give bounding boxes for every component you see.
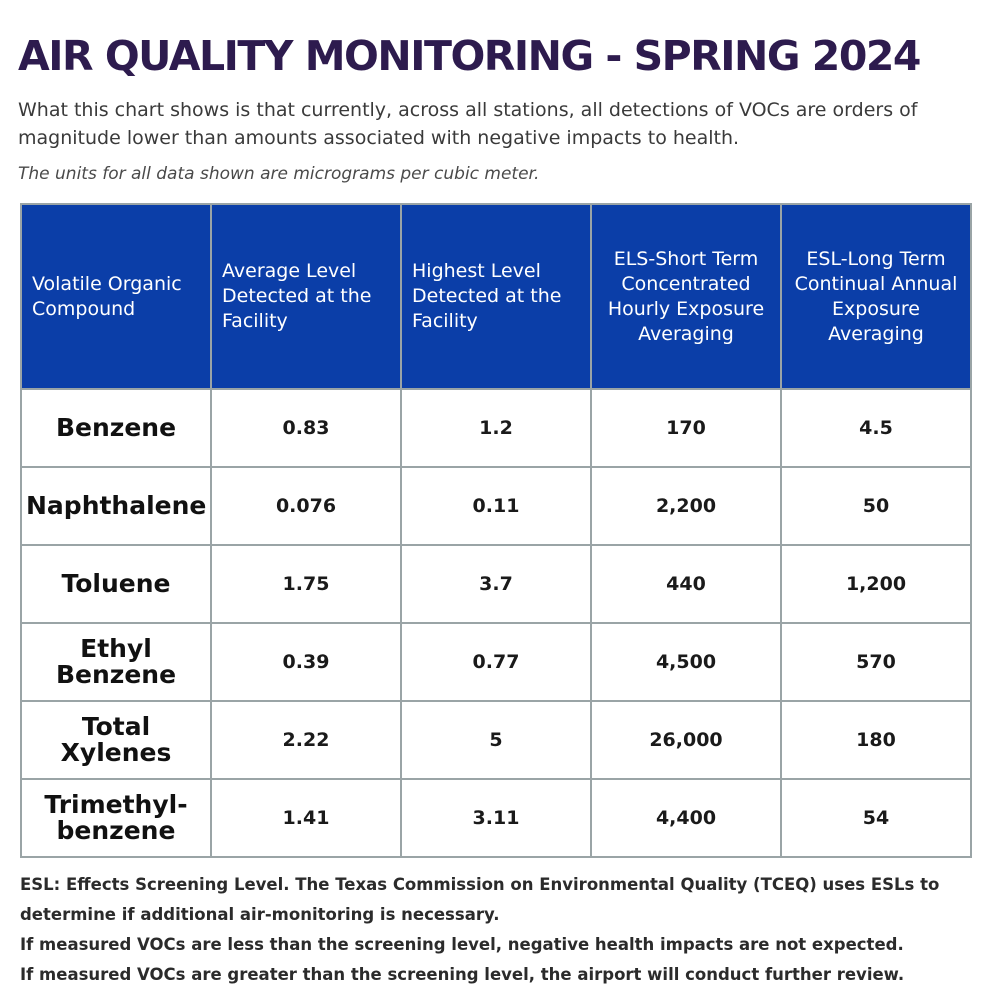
- short-term-esl: 26,000: [591, 701, 781, 779]
- average-level: 1.41: [211, 779, 401, 857]
- table-row: [21, 701, 971, 779]
- short-term-esl: 4,500: [591, 623, 781, 701]
- short-term-esl: 440: [591, 545, 781, 623]
- table-row: [21, 779, 971, 857]
- compound-name: Ethyl Benzene: [21, 623, 211, 701]
- compound-name: Benzene: [21, 389, 211, 467]
- average-level: 0.83: [211, 389, 401, 467]
- compound-name: Naphthalene: [21, 467, 211, 545]
- page-subtitle: What this chart shows is that currently, across all stations, all detections of VOCs are orders of magnitude lower than amounts associated with negative impacts to health.: [18, 99, 918, 149]
- average-level: 0.39: [211, 623, 401, 701]
- short-term-esl: 4,400: [591, 779, 781, 857]
- table-row: [21, 623, 971, 701]
- short-term-esl: 170: [591, 389, 781, 467]
- compound-name: Trimethyl-benzene: [21, 779, 211, 857]
- header-highest-level: Highest Level Detected at the Facility: [401, 204, 591, 389]
- esl-definition-note: ESL: Effects Screening Level. The Texas Commission on Environmental Quality (TCEQ) uses ESLs to determine if additional air-monitoring is necessary.: [20, 875, 940, 924]
- units-note: The units for all data shown are micrograms per cubic meter.: [18, 164, 540, 184]
- long-term-esl: 4.5: [781, 389, 971, 467]
- table-header-row: [21, 204, 971, 389]
- highest-level: 3.11: [401, 779, 591, 857]
- long-term-esl: 54: [781, 779, 971, 857]
- table-row: [21, 467, 971, 545]
- highest-level: 5: [401, 701, 591, 779]
- header-short-term-esl: ELS-Short Term Concentrated Hourly Exposure Averaging: [591, 204, 781, 389]
- average-level: 1.75: [211, 545, 401, 623]
- above-level-note: If measured VOCs are greater than the screening level, the airport will conduct further review.: [20, 965, 905, 984]
- footnotes: [20, 870, 980, 990]
- highest-level: 0.77: [401, 623, 591, 701]
- voc-table: [20, 203, 972, 858]
- average-level: 2.22: [211, 701, 401, 779]
- long-term-esl: 1,200: [781, 545, 971, 623]
- average-level: 0.076: [211, 467, 401, 545]
- below-level-note: If measured VOCs are less than the screening level, negative health impacts are not expected.: [20, 935, 904, 954]
- highest-level: 3.7: [401, 545, 591, 623]
- highest-level: 1.2: [401, 389, 591, 467]
- table-row: [21, 389, 971, 467]
- header-compound: Volatile Organic Compound: [21, 204, 211, 389]
- page-title: AIR QUALITY MONITORING - SPRING 2024: [18, 32, 920, 80]
- short-term-esl: 2,200: [591, 467, 781, 545]
- long-term-esl: 570: [781, 623, 971, 701]
- header-average-level: Average Level Detected at the Facility: [211, 204, 401, 389]
- header-long-term-esl: ESL-Long Term Continual Annual Exposure Averaging: [781, 204, 971, 389]
- table-row: [21, 545, 971, 623]
- long-term-esl: 180: [781, 701, 971, 779]
- compound-name: Total Xylenes: [21, 701, 211, 779]
- highest-level: 0.11: [401, 467, 591, 545]
- compound-name: Toluene: [21, 545, 211, 623]
- long-term-esl: 50: [781, 467, 971, 545]
